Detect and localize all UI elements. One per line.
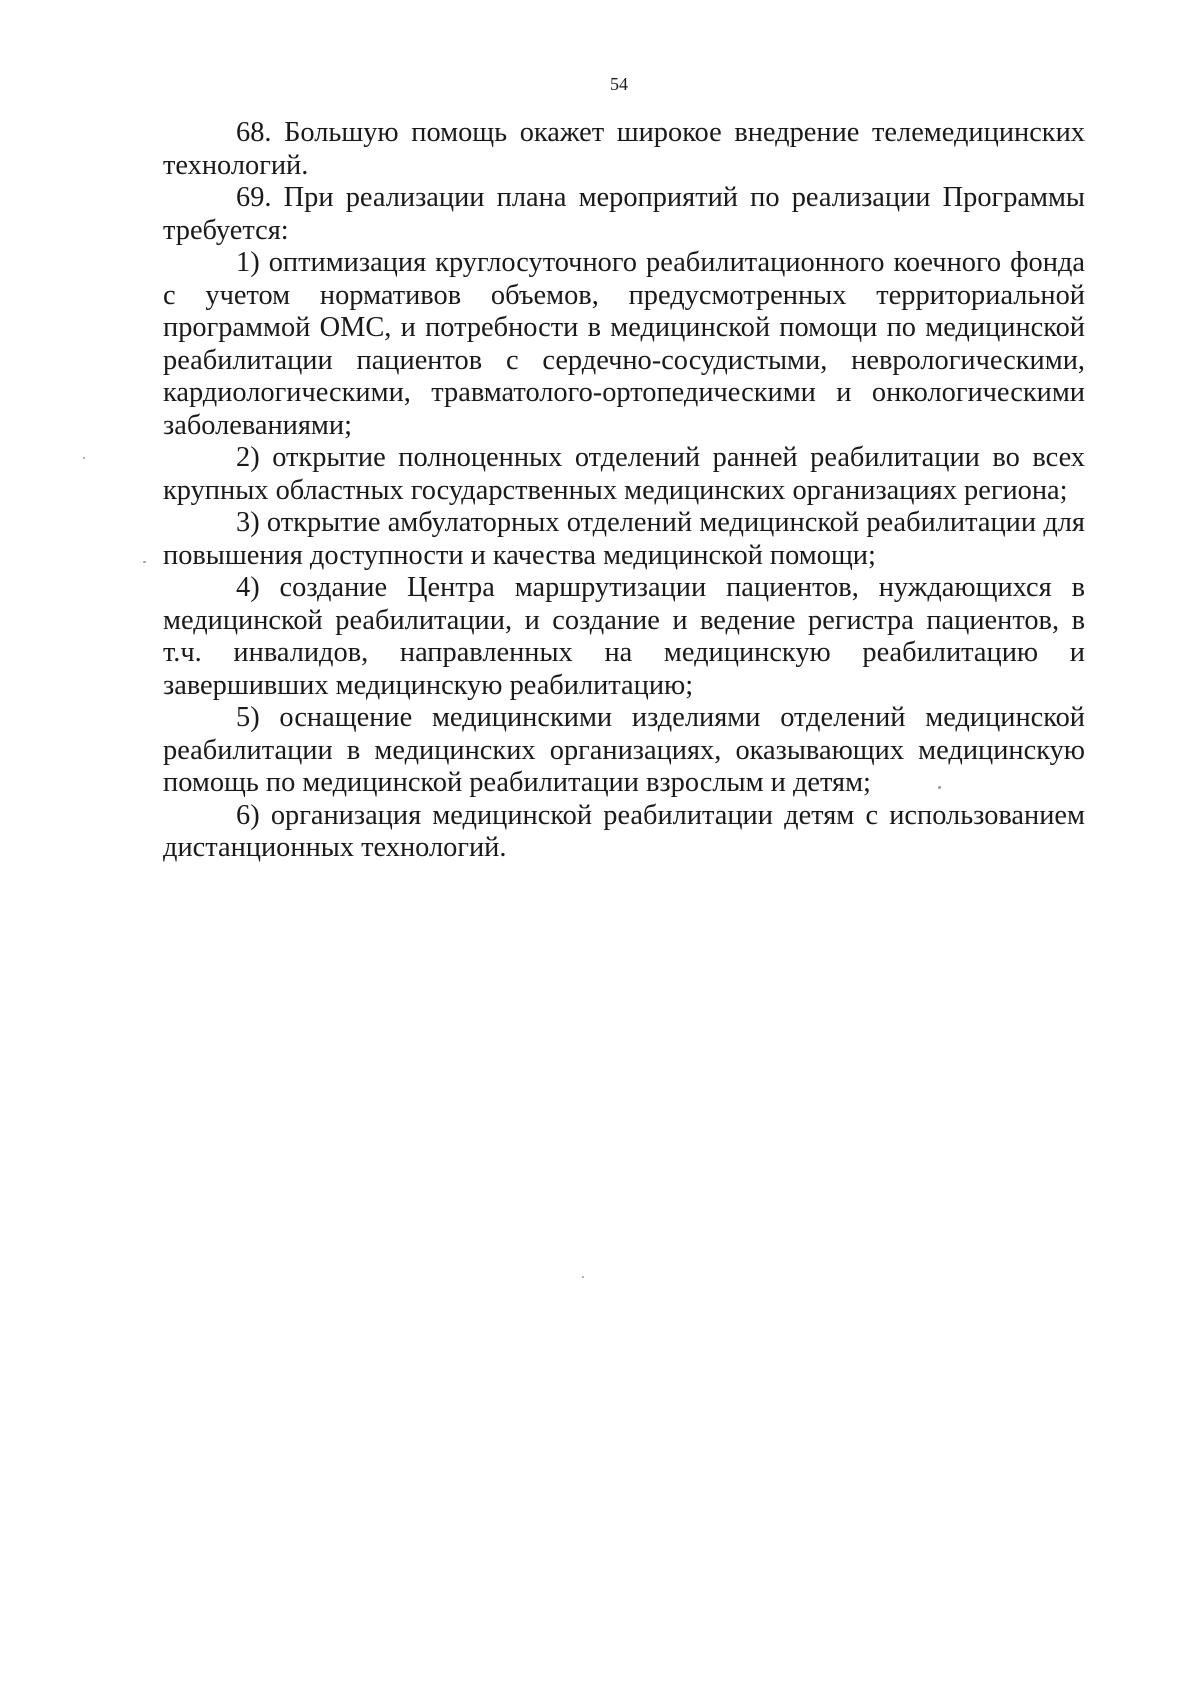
- scan-speck: [143, 561, 146, 563]
- paragraph-68: 68. Большую помощь окажет широкое внедрение телемедицинских технологий.: [163, 117, 1085, 181]
- scan-speck: [582, 1276, 584, 1278]
- scan-speck: [83, 457, 85, 459]
- page-number: 54: [610, 74, 628, 94]
- paragraph-69: 69. При реализации плана мероприятий по реализации Программы требуется:: [163, 182, 1085, 246]
- scan-speck: [938, 786, 941, 789]
- document-body: [163, 117, 1085, 865]
- list-item-3: 3) открытие амбулаторных отделений медицинской реабилитации для повышения доступности и качества медицинской помощи;: [163, 507, 1085, 571]
- list-item-1: 1) оптимизация круглосуточного реабилитационного коечного фонда с учетом нормативов объемов, предусмотренных территориальной программой ОМС, и потребности в медицинской помощи по медицинской реабилитации пациентов с сердечно-сосудистыми, неврологическими, кардиологическими, травматолого-ортопедическими и онкологическими заболеваниями;: [163, 247, 1085, 441]
- list-item-6: 6) организация медицинской реабилитации детям с использованием дистанционных технологий.: [163, 799, 1085, 863]
- list-item-2: 2) открытие полноценных отделений ранней реабилитации во всех крупных областных государственных медицинских организациях региона;: [163, 442, 1085, 506]
- list-item-4: 4) создание Центра маршрутизации пациентов, нуждающихся в медицинской реабилитации, и создание и ведение регистра пациентов, в т.ч. инвалидов, направленных на медицинскую реабилитацию и завершивших медицинскую реабилитацию;: [163, 572, 1085, 701]
- list-item-5: 5) оснащение медицинскими изделиями отделений медицинской реабилитации в медицинских организациях, оказывающих медицинскую помощь по медицинской реабилитации взрослым и детям;: [163, 702, 1085, 798]
